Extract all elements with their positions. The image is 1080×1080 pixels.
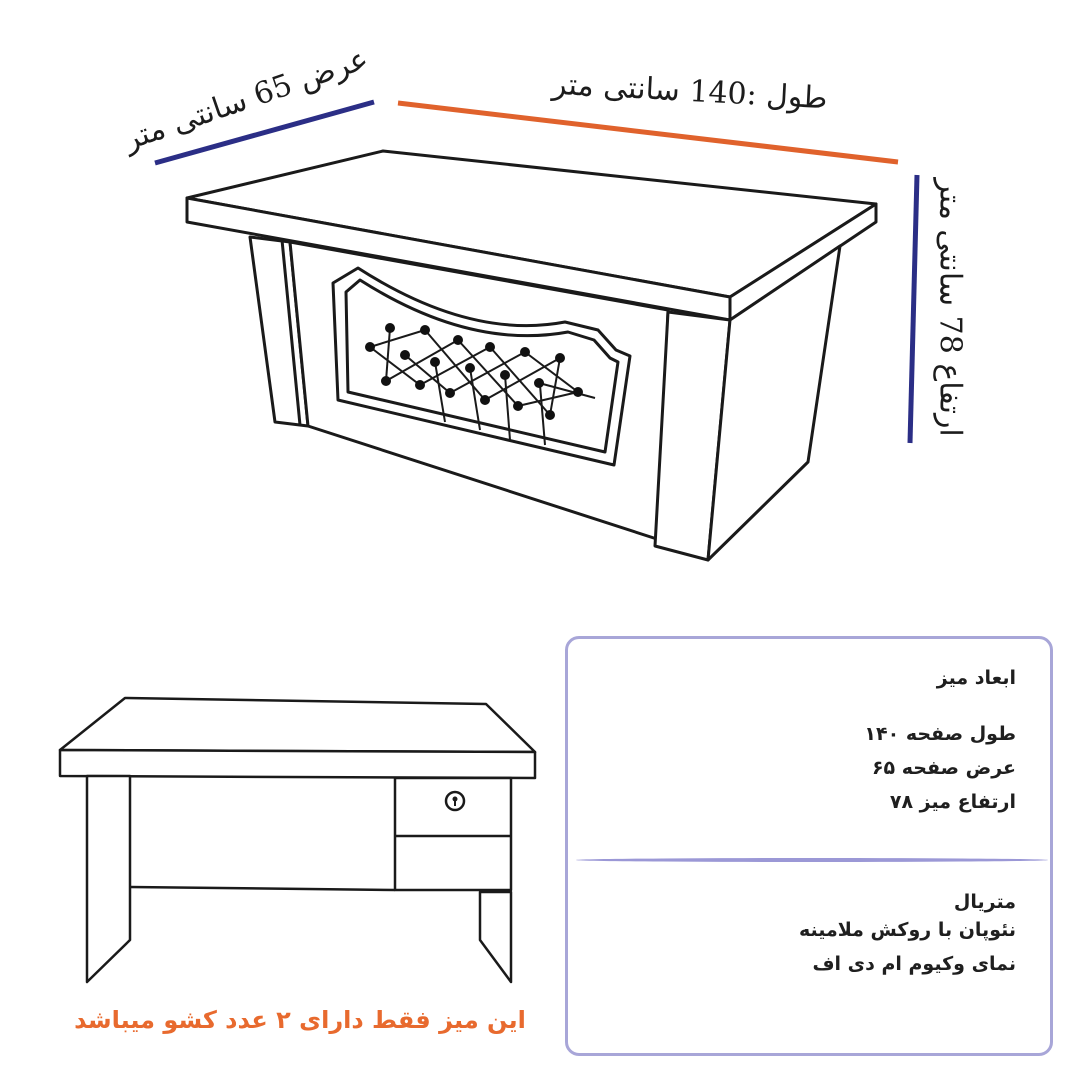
dimension-line-height: ارتفاع میز ۷۸ [889, 791, 1016, 813]
length-label: طول :140 سانتی متر [551, 66, 829, 117]
dimension-line-width: عرض صفحه ۶۵ [871, 757, 1016, 779]
dimensions-title: ابعاد میز [936, 667, 1016, 689]
specifications-box [565, 636, 1053, 1056]
material-line-2: نمای وکیوم ام دی اف [812, 953, 1016, 975]
material-section [799, 891, 1016, 981]
drawer-note: این میز فقط دارای ۲ عدد کشو میباشد [74, 1006, 526, 1034]
section-divider [576, 858, 1048, 862]
material-line-1: نئوپان با روکش ملامینه [798, 919, 1016, 941]
width-label: عرض 65 سانتی متر [119, 41, 373, 158]
material-title: متریال [953, 891, 1016, 913]
height-label: ارتفاع 78 سانتی متر [932, 178, 968, 437]
dimension-line-length: طول صفحه ۱۴۰ [864, 723, 1016, 745]
dimensions-section [864, 667, 1016, 819]
